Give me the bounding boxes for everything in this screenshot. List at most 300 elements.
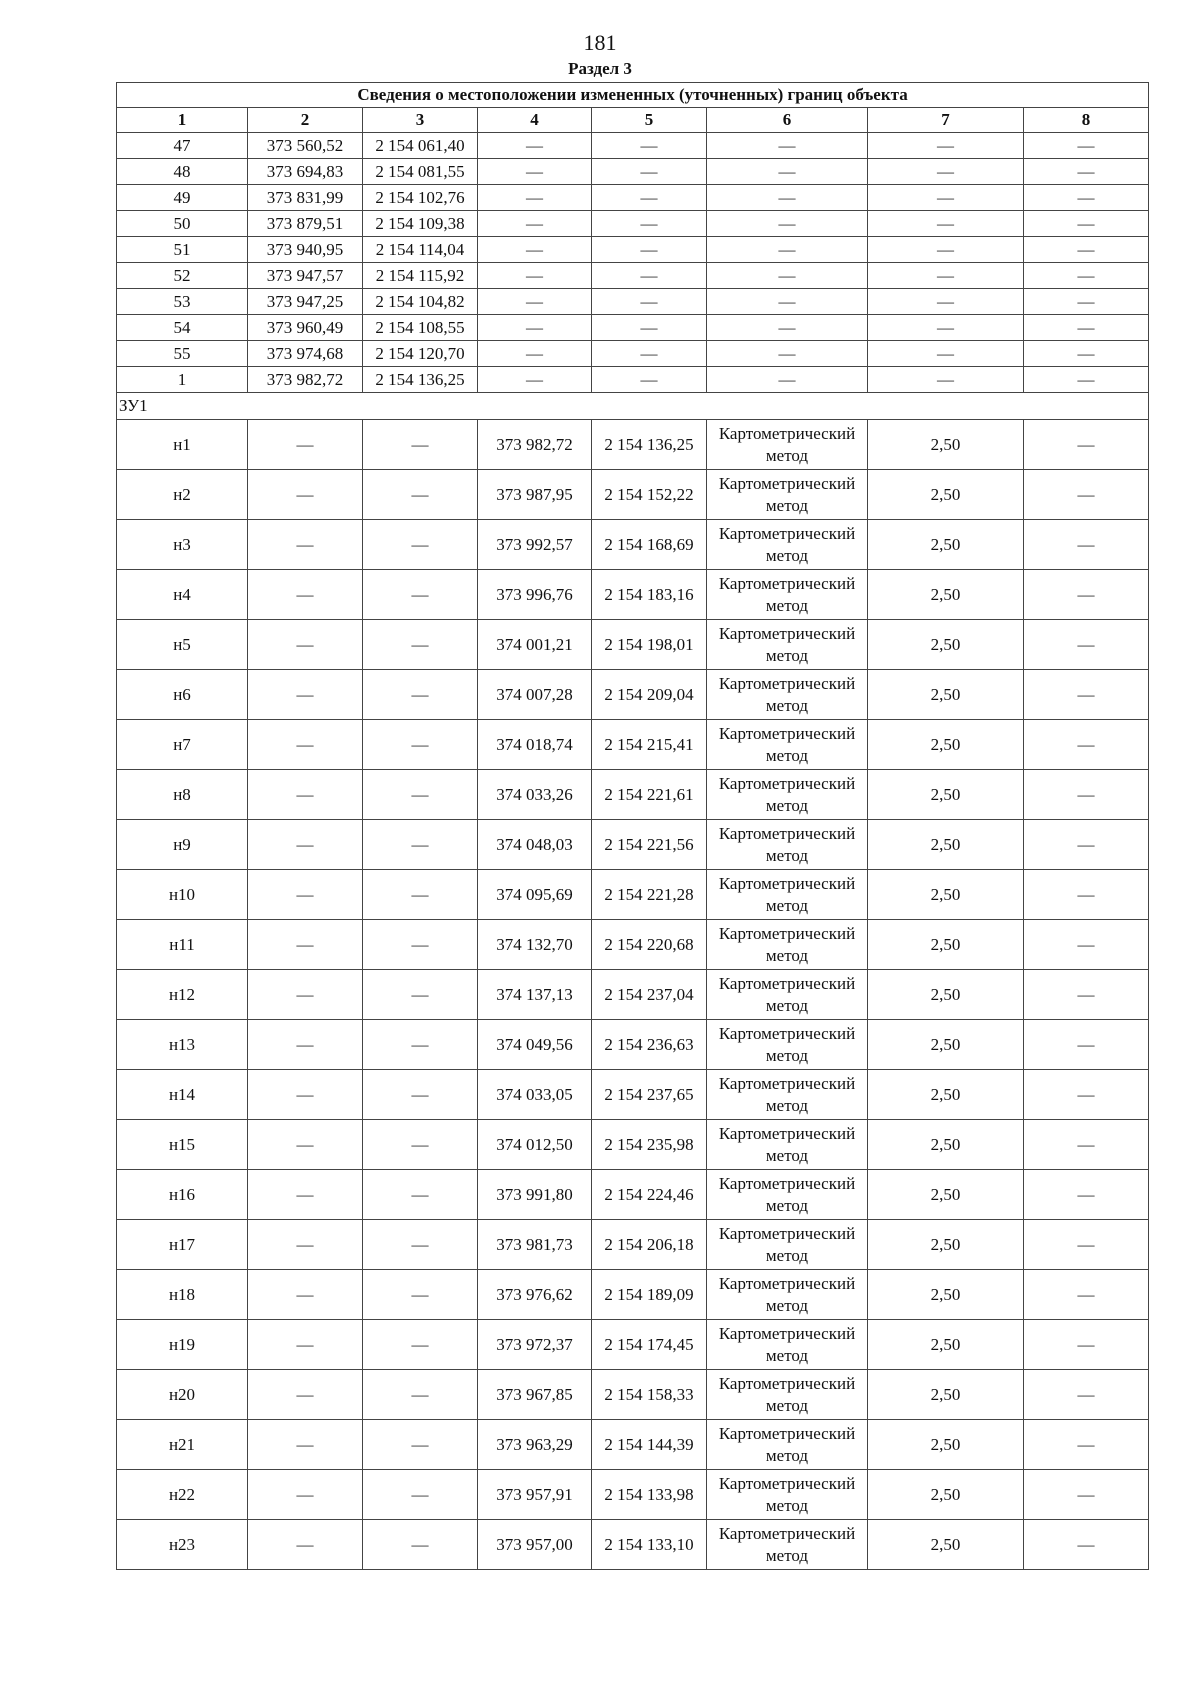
table-cell: 48 (117, 159, 248, 185)
table-cell: 2,50 (868, 470, 1024, 520)
table-cell: 2,50 (868, 920, 1024, 970)
table-cell: — (363, 1120, 478, 1170)
table-cell: 2,50 (868, 570, 1024, 620)
table-cell: 374 137,13 (478, 970, 592, 1020)
method-cell: Картометрический метод (707, 1020, 868, 1070)
column-number-cell: 6 (707, 108, 868, 133)
table-cell: 2,50 (868, 820, 1024, 870)
table-cell: 373 694,83 (248, 159, 363, 185)
table-cell: — (248, 1270, 363, 1320)
table-cell: н10 (117, 870, 248, 920)
table-cell: — (363, 520, 478, 570)
table-cell: — (363, 570, 478, 620)
table-cell: н22 (117, 1470, 248, 1520)
table-cell: — (248, 1220, 363, 1270)
table-cell: 49 (117, 185, 248, 211)
table-cell: 2 154 081,55 (363, 159, 478, 185)
table-cell: 373 981,73 (478, 1220, 592, 1270)
table-cell: н11 (117, 920, 248, 970)
table-caption: Сведения о местоположении измененных (уточненных) границ объекта (117, 83, 1149, 108)
table-cell: — (1024, 420, 1149, 470)
table-cell: 2,50 (868, 970, 1024, 1020)
table-cell: 374 049,56 (478, 1020, 592, 1070)
table-cell: — (248, 1070, 363, 1120)
table-cell: — (363, 1370, 478, 1420)
table-cell: — (478, 133, 592, 159)
table-cell: — (1024, 520, 1149, 570)
boundary-table (116, 82, 1149, 1570)
table-cell: 2 154 220,68 (592, 920, 707, 970)
method-cell: Картометрический метод (707, 520, 868, 570)
table-cell: — (478, 341, 592, 367)
table-cell: — (592, 159, 707, 185)
table-cell: 2 154 115,92 (363, 263, 478, 289)
table-cell: 2,50 (868, 770, 1024, 820)
table-cell: — (707, 341, 868, 367)
table-row (117, 289, 1149, 315)
table-cell: — (478, 211, 592, 237)
table-cell: н18 (117, 1270, 248, 1320)
table-cell: — (1024, 237, 1149, 263)
method-cell: Картометрический метод (707, 720, 868, 770)
table-cell: н5 (117, 620, 248, 670)
table-row (117, 185, 1149, 211)
table-cell: 373 957,00 (478, 1520, 592, 1570)
table-cell: — (248, 820, 363, 870)
table-cell: 373 982,72 (248, 367, 363, 393)
table-cell: — (1024, 1470, 1149, 1520)
section-title: Раздел 3 (568, 59, 632, 78)
table-cell: — (478, 237, 592, 263)
table-row (117, 820, 1149, 870)
table-cell: 1 (117, 367, 248, 393)
method-cell: Картометрический метод (707, 1120, 868, 1170)
table-row (117, 1070, 1149, 1120)
method-cell: Картометрический метод (707, 920, 868, 970)
table-cell: 373 976,62 (478, 1270, 592, 1320)
method-cell: Картометрический метод (707, 970, 868, 1020)
method-cell: Картометрический метод (707, 1420, 868, 1470)
table-row (117, 470, 1149, 520)
table-cell: 47 (117, 133, 248, 159)
table-cell: — (868, 133, 1024, 159)
group-label-row (117, 393, 1149, 420)
table-cell: — (363, 970, 478, 1020)
table-cell: — (868, 341, 1024, 367)
table-cell: 2,50 (868, 1320, 1024, 1370)
table-cell: 2 154 136,25 (363, 367, 478, 393)
table-cell: — (707, 237, 868, 263)
table-cell: 2 154 174,45 (592, 1320, 707, 1370)
table-cell: — (1024, 1220, 1149, 1270)
table-cell: н16 (117, 1170, 248, 1220)
table-cell: 2,50 (868, 1120, 1024, 1170)
table-cell: — (478, 263, 592, 289)
table-cell: 374 033,26 (478, 770, 592, 820)
table-cell: — (1024, 159, 1149, 185)
table-cell: — (248, 1420, 363, 1470)
table-cell: 373 987,95 (478, 470, 592, 520)
table-cell: н3 (117, 520, 248, 570)
table-cell: 2,50 (868, 1170, 1024, 1220)
table-cell: 373 957,91 (478, 1470, 592, 1520)
table-cell: 2,50 (868, 1270, 1024, 1320)
table-cell: 2 154 209,04 (592, 670, 707, 720)
table-cell: 2,50 (868, 720, 1024, 770)
table-cell: — (592, 289, 707, 315)
table-cell: — (707, 133, 868, 159)
table-cell: — (478, 159, 592, 185)
table-cell: 2,50 (868, 870, 1024, 920)
table-cell: 2 154 237,65 (592, 1070, 707, 1120)
method-cell: Картометрический метод (707, 770, 868, 820)
column-number-cell: 7 (868, 108, 1024, 133)
table-cell: — (1024, 770, 1149, 820)
table-cell: — (363, 1520, 478, 1570)
table-cell: 374 033,05 (478, 1070, 592, 1120)
table-cell: — (363, 920, 478, 970)
table-cell: н12 (117, 970, 248, 1020)
table-body (117, 83, 1149, 1570)
table-cell: — (248, 1170, 363, 1220)
table-cell: — (1024, 570, 1149, 620)
table-cell: 373 972,37 (478, 1320, 592, 1370)
table-cell: 2,50 (868, 1020, 1024, 1070)
table-cell: — (1024, 1120, 1149, 1170)
table-cell: — (478, 289, 592, 315)
table-row (117, 341, 1149, 367)
column-number-row (117, 108, 1149, 133)
table-cell: — (1024, 1520, 1149, 1570)
table-row (117, 1470, 1149, 1520)
table-cell: 2,50 (868, 1370, 1024, 1420)
table-cell: — (1024, 970, 1149, 1020)
table-row (117, 263, 1149, 289)
table-cell: — (868, 211, 1024, 237)
table-cell: 2,50 (868, 1220, 1024, 1270)
table-cell: 2 154 198,01 (592, 620, 707, 670)
table-cell: 374 012,50 (478, 1120, 592, 1170)
table-cell: — (363, 1220, 478, 1270)
table-cell: 2 154 158,33 (592, 1370, 707, 1420)
table-row (117, 159, 1149, 185)
table-cell: — (592, 315, 707, 341)
table-row (117, 620, 1149, 670)
method-cell: Картометрический метод (707, 1170, 868, 1220)
table-cell: — (1024, 870, 1149, 920)
table-cell: — (1024, 1270, 1149, 1320)
column-number-cell: 3 (363, 108, 478, 133)
table-cell: 55 (117, 341, 248, 367)
table-cell: 2 154 168,69 (592, 520, 707, 570)
table-cell: — (248, 1370, 363, 1420)
table-row (117, 570, 1149, 620)
table-cell: 2,50 (868, 670, 1024, 720)
table-cell: — (592, 367, 707, 393)
table-cell: — (363, 620, 478, 670)
method-cell: Картометрический метод (707, 1320, 868, 1370)
table-cell: н8 (117, 770, 248, 820)
method-cell: Картометрический метод (707, 1270, 868, 1320)
table-cell: — (1024, 820, 1149, 870)
column-number-cell: 2 (248, 108, 363, 133)
table-cell: — (248, 1020, 363, 1070)
table-row (117, 1520, 1149, 1570)
table-cell: 2 154 206,18 (592, 1220, 707, 1270)
method-cell: Картометрический метод (707, 470, 868, 520)
table-cell: 373 560,52 (248, 133, 363, 159)
table-row (117, 770, 1149, 820)
table-cell: 373 940,95 (248, 237, 363, 263)
table-cell: — (592, 133, 707, 159)
table-cell: — (248, 470, 363, 520)
table-cell: — (1024, 133, 1149, 159)
table-cell: н14 (117, 1070, 248, 1120)
column-number-cell: 4 (478, 108, 592, 133)
method-cell: Картометрический метод (707, 1370, 868, 1420)
table-row (117, 237, 1149, 263)
group-label: ЗУ1 (117, 393, 1149, 420)
table-cell: 2 154 061,40 (363, 133, 478, 159)
table-cell: 373 996,76 (478, 570, 592, 620)
table-cell: — (363, 1420, 478, 1470)
table-cell: 374 018,74 (478, 720, 592, 770)
table-cell: 2 154 215,41 (592, 720, 707, 770)
table-cell: — (868, 237, 1024, 263)
table-cell: — (248, 870, 363, 920)
table-cell: — (363, 1070, 478, 1120)
table-cell: 373 974,68 (248, 341, 363, 367)
table-cell: — (868, 315, 1024, 341)
method-cell: Картометрический метод (707, 420, 868, 470)
table-row (117, 720, 1149, 770)
table-cell: — (363, 1320, 478, 1370)
table-cell: н23 (117, 1520, 248, 1570)
table-cell: — (1024, 670, 1149, 720)
method-cell: Картометрический метод (707, 820, 868, 870)
table-cell: 2 154 108,55 (363, 315, 478, 341)
table-cell: 373 947,57 (248, 263, 363, 289)
table-cell: н7 (117, 720, 248, 770)
table-cell: 2,50 (868, 1420, 1024, 1470)
table-cell: — (1024, 315, 1149, 341)
table-cell: 54 (117, 315, 248, 341)
table-cell: — (478, 315, 592, 341)
method-cell: Картометрический метод (707, 1470, 868, 1520)
method-cell: Картометрический метод (707, 620, 868, 670)
table-caption-row (117, 83, 1149, 108)
table-cell: 50 (117, 211, 248, 237)
table-cell: — (1024, 1170, 1149, 1220)
table-cell: — (248, 920, 363, 970)
table-cell: н19 (117, 1320, 248, 1370)
table-cell: — (707, 185, 868, 211)
table-cell: — (363, 1020, 478, 1070)
table-row (117, 1120, 1149, 1170)
table-cell: н2 (117, 470, 248, 520)
table-cell: 2 154 104,82 (363, 289, 478, 315)
table-row (117, 211, 1149, 237)
table-cell: — (592, 341, 707, 367)
table-cell: — (592, 211, 707, 237)
table-cell: н1 (117, 420, 248, 470)
table-cell: — (1024, 920, 1149, 970)
table-cell: 2 154 120,70 (363, 341, 478, 367)
table-cell: — (707, 159, 868, 185)
table-cell: — (707, 263, 868, 289)
page-number: 181 (583, 30, 617, 55)
table-cell: 2 154 221,56 (592, 820, 707, 870)
table-cell: 2 154 109,38 (363, 211, 478, 237)
table-cell: 2 154 237,04 (592, 970, 707, 1020)
table-cell: — (248, 1470, 363, 1520)
table-cell: 2 154 221,28 (592, 870, 707, 920)
table-cell: 2 154 221,61 (592, 770, 707, 820)
table-cell: — (1024, 1020, 1149, 1070)
table-cell: 2 154 102,76 (363, 185, 478, 211)
table-cell: — (707, 211, 868, 237)
table-cell: — (248, 770, 363, 820)
table-row (117, 1270, 1149, 1320)
table-cell: н20 (117, 1370, 248, 1420)
table-cell: н6 (117, 670, 248, 720)
table-cell: 373 991,80 (478, 1170, 592, 1220)
table-cell: — (248, 1320, 363, 1370)
table-cell: 2 154 224,46 (592, 1170, 707, 1220)
table-cell: 2 154 235,98 (592, 1120, 707, 1170)
method-cell: Картометрический метод (707, 670, 868, 720)
method-cell: Картометрический метод (707, 570, 868, 620)
table-cell: — (1024, 720, 1149, 770)
table-cell: н21 (117, 1420, 248, 1470)
table-cell: 2,50 (868, 1520, 1024, 1570)
table-cell: — (1024, 289, 1149, 315)
table-row (117, 1420, 1149, 1470)
table-cell: — (478, 367, 592, 393)
table-cell: 373 960,49 (248, 315, 363, 341)
table-cell: — (248, 420, 363, 470)
table-cell: 2 154 236,63 (592, 1020, 707, 1070)
table-cell: — (592, 185, 707, 211)
table-cell: — (363, 720, 478, 770)
table-cell: 374 007,28 (478, 670, 592, 720)
table-row (117, 920, 1149, 970)
method-cell: Картометрический метод (707, 870, 868, 920)
table-cell: 2,50 (868, 520, 1024, 570)
table-cell: — (363, 420, 478, 470)
table-cell: н4 (117, 570, 248, 620)
table-cell: — (363, 670, 478, 720)
table-row (117, 1020, 1149, 1070)
table-row (117, 1370, 1149, 1420)
table-cell: 2,50 (868, 1070, 1024, 1120)
table-cell: — (248, 670, 363, 720)
table-cell: — (363, 870, 478, 920)
table-cell: — (868, 159, 1024, 185)
table-cell: — (592, 237, 707, 263)
table-cell: 2 154 133,98 (592, 1470, 707, 1520)
table-cell: — (1024, 211, 1149, 237)
table-row (117, 1170, 1149, 1220)
table-cell: — (478, 185, 592, 211)
table-cell: 373 879,51 (248, 211, 363, 237)
table-cell: — (363, 1270, 478, 1320)
table-cell: 2,50 (868, 1470, 1024, 1520)
table-cell: — (707, 289, 868, 315)
table-cell: — (707, 315, 868, 341)
table-cell: — (1024, 1420, 1149, 1470)
table-cell: — (1024, 1070, 1149, 1120)
table-cell: 373 947,25 (248, 289, 363, 315)
table-cell: — (868, 367, 1024, 393)
table-cell: — (363, 1170, 478, 1220)
table-cell: — (363, 1470, 478, 1520)
table-cell: — (248, 1120, 363, 1170)
table-cell: 374 132,70 (478, 920, 592, 970)
table-cell: — (1024, 341, 1149, 367)
boundary-table-container (116, 82, 1149, 1570)
table-cell: 373 831,99 (248, 185, 363, 211)
table-cell: — (1024, 263, 1149, 289)
table-cell: — (868, 263, 1024, 289)
method-cell: Картометрический метод (707, 1520, 868, 1570)
table-cell: — (248, 720, 363, 770)
table-cell: 53 (117, 289, 248, 315)
table-cell: — (363, 770, 478, 820)
column-number-cell: 5 (592, 108, 707, 133)
table-cell: 2 154 183,16 (592, 570, 707, 620)
table-cell: — (592, 263, 707, 289)
table-cell: 2 154 114,04 (363, 237, 478, 263)
table-cell: 373 992,57 (478, 520, 592, 570)
table-cell: 373 982,72 (478, 420, 592, 470)
table-row (117, 420, 1149, 470)
table-cell: — (248, 970, 363, 1020)
table-cell: — (248, 520, 363, 570)
method-cell: Картометрический метод (707, 1220, 868, 1270)
table-row (117, 367, 1149, 393)
table-cell: — (1024, 620, 1149, 670)
table-row (117, 315, 1149, 341)
table-cell: — (248, 620, 363, 670)
table-cell: 374 095,69 (478, 870, 592, 920)
table-cell: — (707, 367, 868, 393)
table-cell: 52 (117, 263, 248, 289)
table-cell: — (363, 470, 478, 520)
column-number-cell: 8 (1024, 108, 1149, 133)
table-cell: — (363, 820, 478, 870)
table-cell: 2 154 144,39 (592, 1420, 707, 1470)
table-cell: — (1024, 470, 1149, 520)
table-cell: — (1024, 1370, 1149, 1420)
table-cell: 51 (117, 237, 248, 263)
table-cell: н9 (117, 820, 248, 870)
table-cell: 374 048,03 (478, 820, 592, 870)
table-cell: н17 (117, 1220, 248, 1270)
table-row (117, 1320, 1149, 1370)
table-cell: 2,50 (868, 620, 1024, 670)
table-row (117, 1220, 1149, 1270)
table-cell: 373 963,29 (478, 1420, 592, 1470)
table-row (117, 870, 1149, 920)
table-cell: 2,50 (868, 420, 1024, 470)
table-row (117, 520, 1149, 570)
table-row (117, 133, 1149, 159)
table-cell: — (1024, 367, 1149, 393)
method-cell: Картометрический метод (707, 1070, 868, 1120)
table-cell: н15 (117, 1120, 248, 1170)
table-cell: — (868, 185, 1024, 211)
